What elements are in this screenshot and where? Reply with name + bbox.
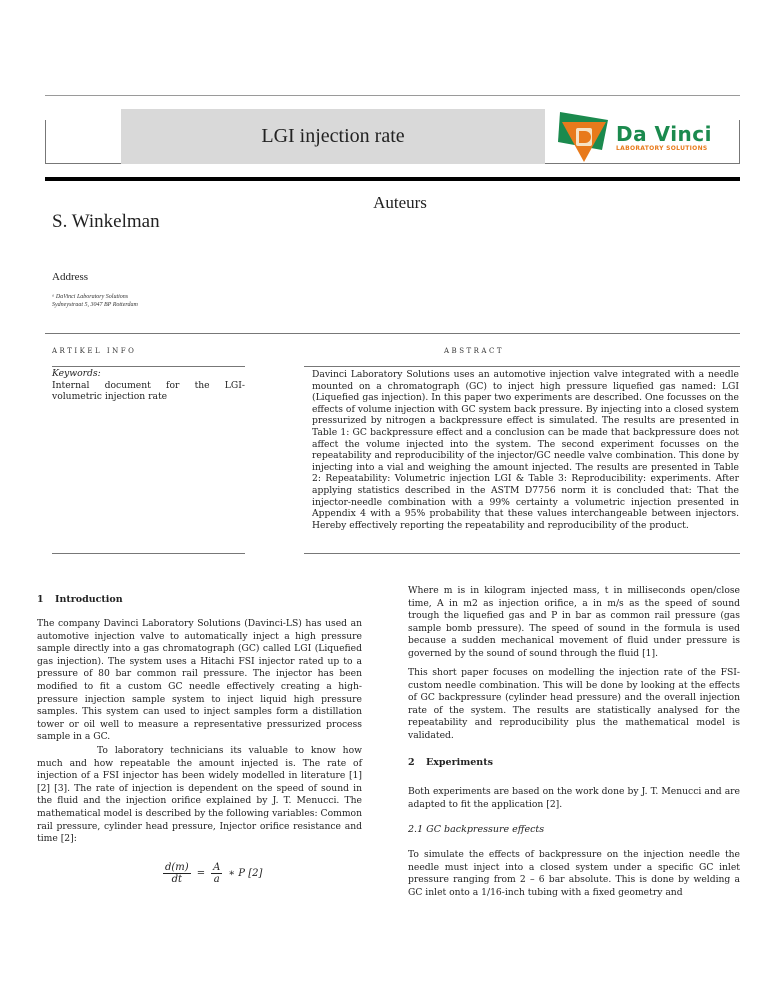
article-info-label: ARTIKEL INFO [52, 347, 137, 355]
subsection-heading-backpressure: 2.1 GC backpressure effects [408, 824, 545, 835]
address-label: Address [52, 271, 89, 283]
intro-paragraph-2: To laboratory technicians its valuable to know how much and how repeatable the amount injected is. The rate of injection of a FSI injector has been widely modelled in literature [1] [2] [3]. The rate of injection is dependent on the speed of sound in the fluid and the injection orifice explained by J. T. Menucci. The mathematical model is described by the following variables: Common rail pressure, cylinder head pressure, Injector orifice resistance and time [2]: [37, 745, 362, 845]
keywords-title: Keywords: [52, 368, 101, 379]
header-thick-rule [45, 177, 740, 181]
abstract-label: ABSTRACT [444, 347, 505, 355]
keywords-text: Internal document for the LGI-volumetric injection rate [52, 379, 245, 402]
affiliation-line-2: Sydneystraat 5, 3047 BP Rotterdam [52, 302, 138, 308]
intro-paragraph-4: This short paper focuses on modelling the injection rate of the FSI-custom needle combination. This will be done by looking at the effects of GC backpressure (cylinder head pressure) and the overall injection rate of the system. The results are statistically analysed for the repeatability and reproducibility plus the mathematical model is validated. [408, 667, 740, 741]
top-rule [45, 95, 740, 96]
abstract-text: Davinci Laboratory Solutions uses an automotive injection valve integrated with a needle mounted on a chromatograph (GC) to inject high pressure liquefied gas named: LGI (Liquefied gas injection). In this paper two experiments are described. One focusses on the effects of volume injection with GC system back pressure. By injecting into a closed system pressurized by nitrogen a backpressure effect is simulated. The results are presented in Table 1: GC backpressure effect and a conclusion can be made that backpressure does not affect the volume injected into the system. The second experiment focusses on the repeatability and reproducibility of the injector/GC needle valve combination. This done by injecting into a vial and weighing the amount injected. The results are presented in Table 2: Repeatability: Volumetric injection LGI & Table 3: Reproducibility: experiments. After applying statistics described in the ASTM D7756 norm it is concluded that: That the injector-needle combination with a 99% certainty a volumetric injection presented in Appendix 4 with a 95% probability that these values interchangeable between injectors. Hereby effectively reporting the repeatability and reproducibility of the product. [312, 369, 739, 531]
formula-lhs: $\frac{d(m)}{dt}$ [165, 862, 189, 885]
affiliation [52, 293, 138, 309]
header-left-box [45, 120, 122, 164]
affiliation-line-1: ᵃ DaVinci Laboratory Solutions [52, 294, 129, 300]
section-heading-introduction [37, 594, 362, 605]
authors-heading: Auteurs [373, 193, 427, 212]
section-title: Introduction [55, 594, 123, 605]
keywords-block [52, 368, 245, 403]
keywords-rule-top [52, 366, 245, 367]
section-title: Experiments [426, 757, 493, 768]
davinci-logo-icon [556, 110, 610, 162]
section-heading-experiments [408, 757, 740, 768]
keywords-rule-bottom [52, 553, 245, 554]
header-title-box [121, 109, 545, 164]
intro-paragraph-1: The company Davinci Laboratory Solutions (Davinci-LS) has used an automotive injection valve to automatically inject a high pressure sample directly into a gas chromatograph (GC) called LGI (Liquefied gas injection). The system uses a Hitachi FSI injector rated up to a pressure of 80 bar common rail pressure. The injector has been modified to fit a custom GC needle effectively creating a high-pressure injection sample system to inject liquid high pressure samples. This system can used to inject samples form a distillation tower or oil well to measure a representative pressurized process sample in a GC. [37, 618, 362, 743]
logo-name: Da Vinci [616, 122, 712, 146]
document-title: LGI injection rate [261, 125, 405, 147]
formula-rhs: $\frac{A}{a}$ [213, 862, 221, 885]
section-rule [45, 333, 740, 334]
author-name: S. Winkelman [52, 211, 160, 232]
experiments-paragraph-1: Both experiments are based on the work done by J. T. Menucci and are adapted to fit the application [2]. [408, 786, 740, 810]
abstract-rule-top [304, 366, 740, 367]
section-number: 2 [408, 757, 415, 768]
section-number: 1 [37, 594, 44, 605]
logo-subtitle: LABORATORY SOLUTIONS [616, 145, 708, 152]
logo-text [616, 124, 712, 152]
backpressure-paragraph: To simulate the effects of backpressure on the injection needle the needle must inject into a closed system under a specific GC inlet pressure ranging from 2 – 6 bar absolute. This is done by welding a GC inlet onto a 1/16-inch tubing with a fixed geometry and [408, 849, 740, 898]
intro-paragraph-3: Where m is in kilogram injected mass, t in milliseconds open/close time, A in m2 as injection orifice, a in m/s as the speed of sound trough the liquefied gas and P in bar as common rail pressure (gas sample bomb pressure). The speed of sound in the formula is used because a sudden mechanical movement of fluid under pressure is governed by the sound of sound through the fluid [1]. [408, 585, 740, 659]
abstract-rule-bottom [304, 553, 740, 554]
injection-rate-formula: $\frac{d(m)}{dt}$ = $\frac{A}{a}$ ∗ P [2] [165, 862, 263, 885]
